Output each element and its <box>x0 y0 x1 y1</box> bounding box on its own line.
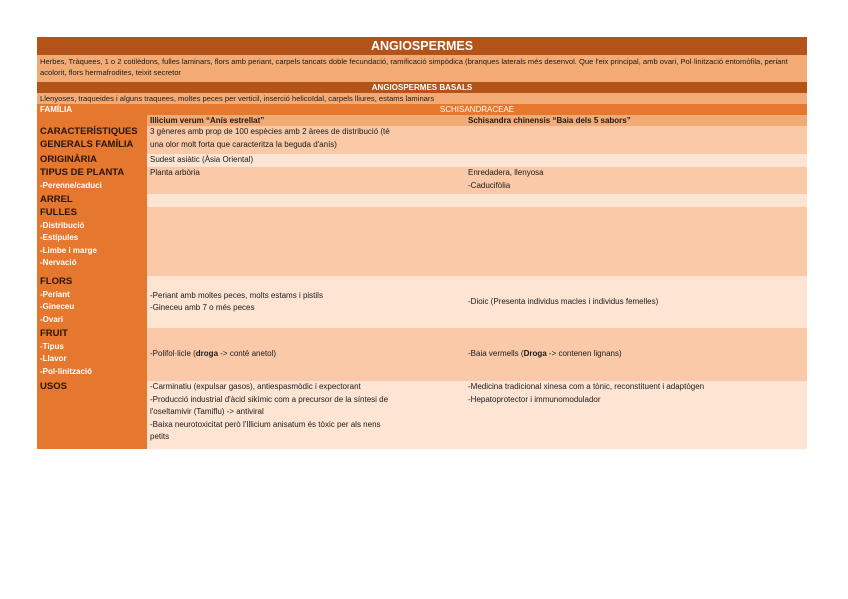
cell-fruit-schisandra <box>465 328 807 381</box>
document-sheet <box>37 37 807 449</box>
cell-line: -Medicina tradicional xinesa com a tònic, reconstituent i adaptògen <box>468 382 705 391</box>
label-sub: -Nervació <box>40 258 77 267</box>
cell-line: -Periant amb moltes peces, molts estams i pistils <box>150 290 323 300</box>
text-part: -> contenen lignans) <box>546 349 622 359</box>
cell-flors-illicium <box>147 276 465 328</box>
row-label-usos: USOS <box>37 381 147 449</box>
label-sub: -Distribució <box>40 220 85 230</box>
label-sub: -Tipus <box>40 341 64 351</box>
cell-usos-illicium <box>147 381 465 449</box>
row-caracteristiques <box>37 126 807 154</box>
label-sub: -Limbe i marge <box>40 245 97 255</box>
angiospermes-description: Herbes, Tràquees, 1 o 2 cotilèdons, fulles laminars, flors amb periant, carpels tancats doble fecundació, ramificació simpòdica (branques laterals més desenvol. Que l'eix principal, amb ovari, Pol·linització entomòfila, periant acolorit, flors hermafrodites, teixit secretor <box>37 55 807 82</box>
family-name: SCHISANDRACEAE <box>147 104 807 115</box>
text-part: -Polifol·licle ( <box>150 349 196 359</box>
label-sub: -Gineceu <box>40 302 75 311</box>
cell-tipus-schisandra <box>465 167 807 194</box>
cell-line: Enredadera, llenyosa <box>468 168 544 177</box>
section-description: Llenyoses, traqueides i alguns traquees, moltes peces per verticil, inserció helicoïdal, carpels lliures, estams laminars <box>37 93 807 104</box>
row-originaria <box>37 154 807 167</box>
section-title-row <box>37 82 807 93</box>
label-main: TIPUS DE PLANTA <box>40 167 125 178</box>
label-line: GENERALS FAMÍLIA <box>40 138 134 150</box>
label-sub: -Perenne/caduci <box>40 180 102 190</box>
species-row <box>37 115 807 126</box>
cell-line: -Dioic (Presenta individus macles i individus femelles) <box>468 296 659 306</box>
row-tipus <box>37 167 807 194</box>
cell-line: una olor molt forta que caracteritza la beguda d'anís) <box>150 139 337 149</box>
cell-usos-schisandra <box>465 381 807 449</box>
title-row <box>37 37 807 55</box>
label-main: FULLES <box>40 207 77 218</box>
row-label-flors <box>37 276 147 328</box>
description-row <box>37 55 807 82</box>
cell-line: l'oseltamivir (Tamiflu) -> antiviral <box>150 407 264 416</box>
row-label-arrel: ARREL <box>37 194 147 207</box>
family-label: FAMÍLIA <box>37 104 147 115</box>
label-main: FLORS <box>40 276 73 287</box>
row-label-fruit <box>37 328 147 381</box>
cell-line: -Hepatoprotector i immunomodulador <box>468 394 601 404</box>
cell-originaria-schisandra <box>465 154 807 167</box>
cell-line: -Caducifòlia <box>468 180 511 190</box>
row-label-tipus <box>37 167 147 194</box>
cell-line: -Carminatiu (expulsar gasos), antiespasmòdic i expectorant <box>150 382 361 391</box>
cell-line: -Gineceu amb 7 o més peces <box>150 303 255 312</box>
label-sub: -Periant <box>40 289 70 299</box>
cell-line: -Producció industrial d'àcid sikímic com a precursor de la síntesi de <box>150 394 389 404</box>
cell-originaria-illicium: Sudest asiàtic (Àsia Oriental) <box>147 154 465 167</box>
cell-line: -Baixa neurotoxicitat però l'Illicium anisatum és tòxic per als nens <box>150 419 381 429</box>
row-fruit <box>37 328 807 381</box>
cell-arrel-illicium <box>147 194 465 207</box>
text-part: -Baia vermells ( <box>468 349 524 359</box>
label-main: FRUIT <box>40 328 68 339</box>
text-part: -> conté anetol) <box>218 349 277 359</box>
drug-keyword: droga <box>195 349 219 359</box>
cell-fulles-illicium <box>147 207 465 276</box>
row-label-caracteristiques <box>37 126 147 154</box>
cell-arrel-schisandra <box>465 194 807 207</box>
section-title: ANGIOSPERMES BASALS <box>37 82 807 93</box>
drug-keyword: Droga <box>523 349 547 359</box>
cell-line: 3 gèneres amb prop de 100 espècies amb 2 àrees de distribució (té <box>150 127 390 136</box>
cell-fruit-illicium <box>147 328 465 381</box>
species-illicium: Illicium verum “Anís estrellat” <box>147 115 465 126</box>
row-flors <box>37 276 807 328</box>
species-label-cell <box>37 115 147 126</box>
cell-fulles-schisandra <box>465 207 807 276</box>
section-description-row <box>37 93 807 104</box>
row-usos <box>37 381 807 449</box>
label-sub: -Pol·linització <box>40 366 92 376</box>
label-sub: -Llavor <box>40 354 67 363</box>
page-title: ANGIOSPERMES <box>37 37 807 55</box>
family-row <box>37 104 807 115</box>
row-label-originaria: ORIGINÀRIA <box>37 154 147 167</box>
cell-caracteristiques-schisandra <box>465 126 807 154</box>
cell-flors-schisandra <box>465 276 807 328</box>
label-sub: -Estípules <box>40 233 79 242</box>
cell-line: petits <box>150 432 170 441</box>
row-fulles <box>37 207 807 276</box>
label-line: CARACTERÍSTIQUES <box>40 126 138 137</box>
angiospermes-table <box>37 37 807 449</box>
row-label-fulles <box>37 207 147 276</box>
label-sub: -Ovari <box>40 314 64 324</box>
species-schisandra: Schisandra chinensis “Baia dels 5 sabors” <box>465 115 807 126</box>
cell-line: Planta arbòria <box>150 168 200 177</box>
cell-tipus-illicium <box>147 167 465 194</box>
row-arrel <box>37 194 807 207</box>
cell-caracteristiques-illicium <box>147 126 465 154</box>
